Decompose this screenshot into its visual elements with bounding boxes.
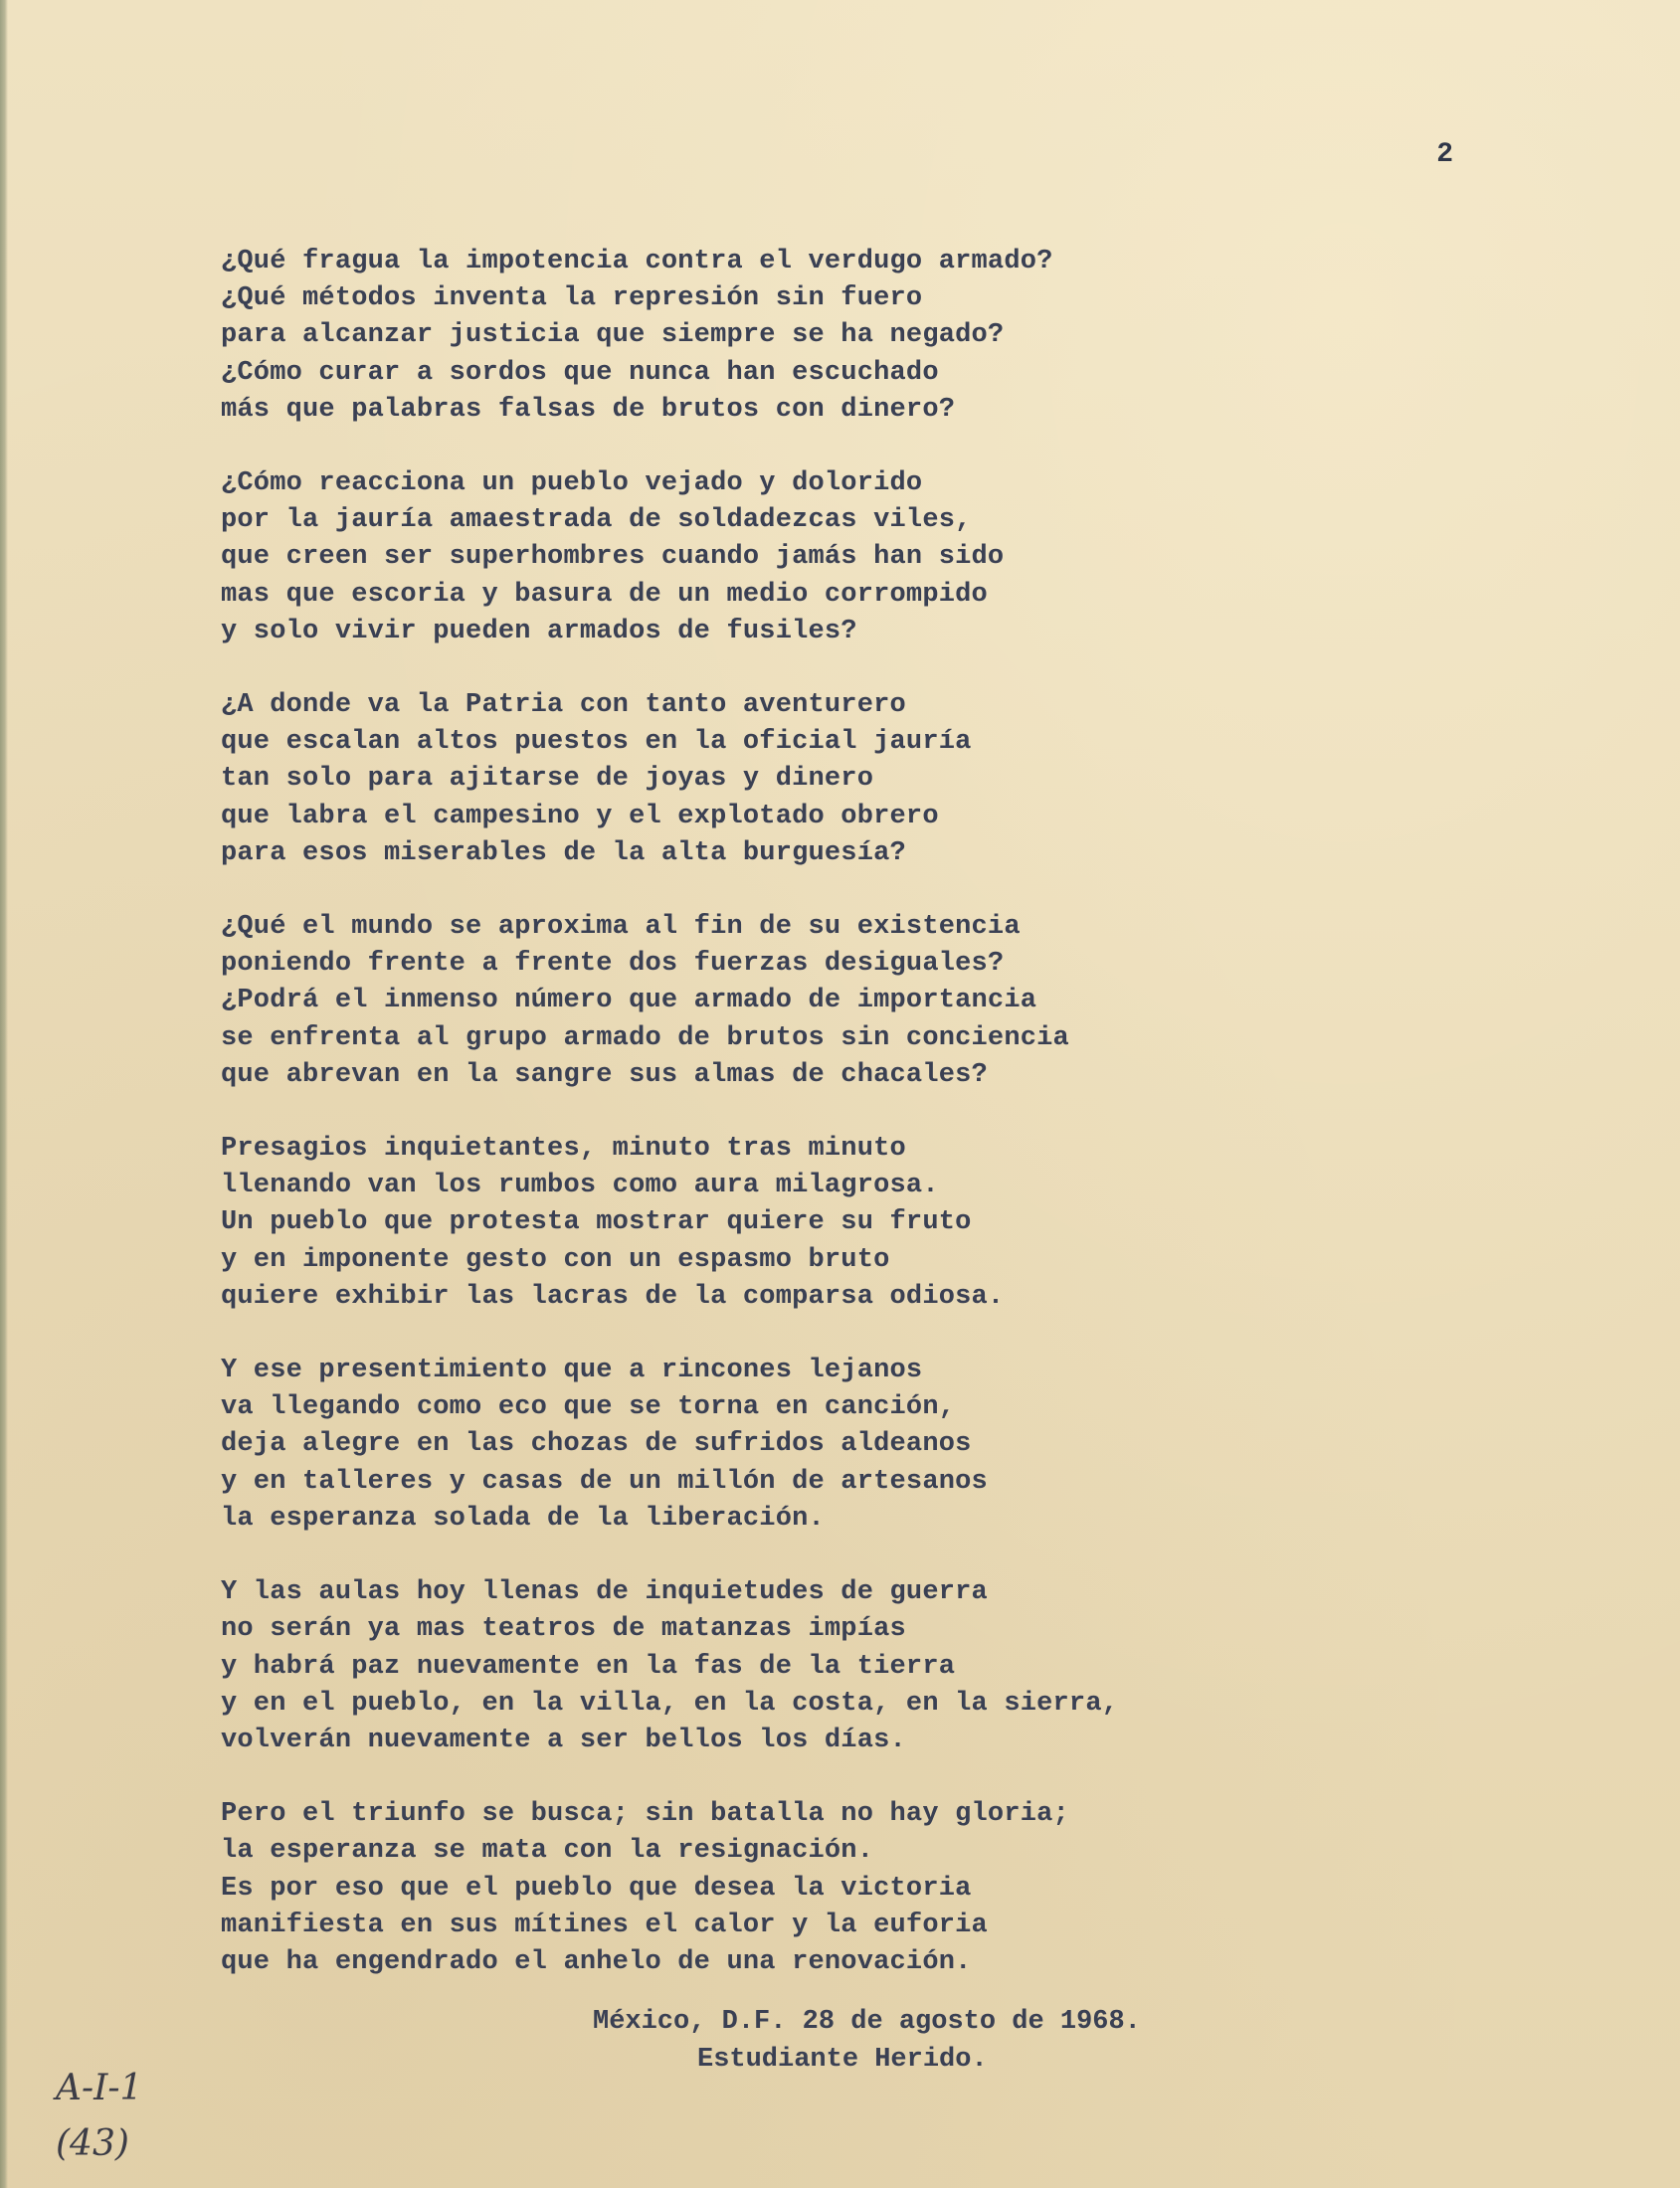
page-left-edge	[0, 0, 8, 2188]
poem-line: y en imponente gesto con un espasmo bruto	[221, 1244, 890, 1275]
archive-code: A-I-1	[56, 2068, 143, 2108]
poem-line: ¿Qué fragua la impotencia contra el verdugo armado?	[221, 247, 1053, 276]
poem-line: por la jauría amaestrada de soldadezcas viles,	[221, 505, 972, 536]
stanza	[221, 1574, 1215, 1759]
poem-line: que labra el campesino y el explotado obrero	[221, 801, 939, 831]
signature-block	[593, 2003, 1141, 2079]
poem-line: se enfrenta al grupo armado de brutos sin conciencia	[221, 1022, 1069, 1053]
poem-line: mas que escoria y basura de un medio corrompido	[221, 579, 988, 610]
poem-line: y habrá paz nuevamente en la fas de la tierra	[221, 1651, 956, 1682]
poem-line: ¿Cómo curar a sordos que nunca han escuchado	[221, 357, 939, 388]
poem-line: Y ese presentimiento que a rincones lejanos	[221, 1356, 923, 1386]
poem-line: para alcanzar justicia que siempre se ha negado?	[221, 320, 1005, 351]
archive-number: (43)	[56, 2123, 129, 2164]
poem-line: ¿Qué métodos inventa la represión sin fuero	[221, 283, 923, 314]
poem-body	[221, 244, 1215, 1981]
stanza	[221, 244, 1215, 429]
stanza	[221, 465, 1215, 650]
poem-line: Pero el triunfo se busca; sin batalla no hay gloria;	[221, 1799, 1069, 1830]
poem-line: para esos miserables de la alta burguesía?	[221, 837, 906, 868]
poem-line: la esperanza solada de la liberación.	[221, 1503, 825, 1534]
poem-line: va llegando como eco que se torna en canción,	[221, 1392, 956, 1423]
poem-line: volverán nuevamente a ser bellos los días.	[221, 1725, 906, 1755]
poem-line: quiere exhibir las lacras de la comparsa odiosa.	[221, 1281, 1005, 1312]
poem-line: tan solo para ajitarse de joyas y dinero	[221, 764, 874, 795]
poem-line: ¿A donde va la Patria con tanto aventurero	[221, 690, 906, 721]
poem-line: deja alegre en las chozas de sufridos aldeanos	[221, 1429, 972, 1460]
handwritten-archive-mark	[56, 2061, 142, 2172]
poem-line: ¿Podrá el inmenso número que armado de importancia	[221, 986, 1037, 1016]
author-name: Estudiante Herido.	[697, 2045, 988, 2075]
poem-line: la esperanza se mata con la resignación.	[221, 1836, 874, 1867]
poem-line: llenando van los rumbos como aura milagrosa.	[221, 1171, 939, 1201]
stanza	[221, 1131, 1215, 1316]
stanza	[221, 1353, 1215, 1538]
poem-line: más que palabras falsas de brutos con dinero?	[221, 394, 956, 425]
poem-line: que abrevan en la sangre sus almas de chacales?	[221, 1059, 988, 1090]
poem-line: Y las aulas hoy llenas de inquietudes de guerra	[221, 1577, 988, 1608]
poem-line: manifiesta en sus mítines el calor y la euforia	[221, 1910, 988, 1940]
stanza	[221, 1796, 1215, 1981]
poem-line: no serán ya mas teatros de matanzas impías	[221, 1614, 906, 1645]
poem-line: poniendo frente a frente dos fuerzas desiguales?	[221, 949, 1005, 980]
poem-line: y solo vivir pueden armados de fusiles?	[221, 616, 857, 646]
poem-line: y en talleres y casas de un millón de artesanos	[221, 1466, 988, 1497]
poem-line: ¿Qué el mundo se aproxima al fin de su existencia	[221, 912, 1021, 943]
poem-line: ¿Cómo reacciona un pueblo vejado y dolorido	[221, 468, 923, 499]
poem-line: que ha engendrado el anhelo de una renovación.	[221, 1946, 972, 1977]
poem-line: Presagios inquietantes, minuto tras minuto	[221, 1134, 906, 1165]
poem-line: que escalan altos puestos en la oficial jauría	[221, 727, 972, 758]
poem-line: Un pueblo que protesta mostrar quiere su fruto	[221, 1207, 972, 1238]
stanza	[221, 687, 1215, 872]
poem-line: y en el pueblo, en la villa, en la costa, en la sierra,	[221, 1688, 1119, 1719]
place-date: México, D.F. 28 de agosto de 1968.	[593, 2007, 1141, 2037]
page-number: 2	[1436, 139, 1453, 170]
poem-line: Es por eso que el pueblo que desea la victoria	[221, 1873, 972, 1904]
stanza	[221, 909, 1215, 1094]
poem-line: que creen ser superhombres cuando jamás han sido	[221, 542, 1005, 573]
